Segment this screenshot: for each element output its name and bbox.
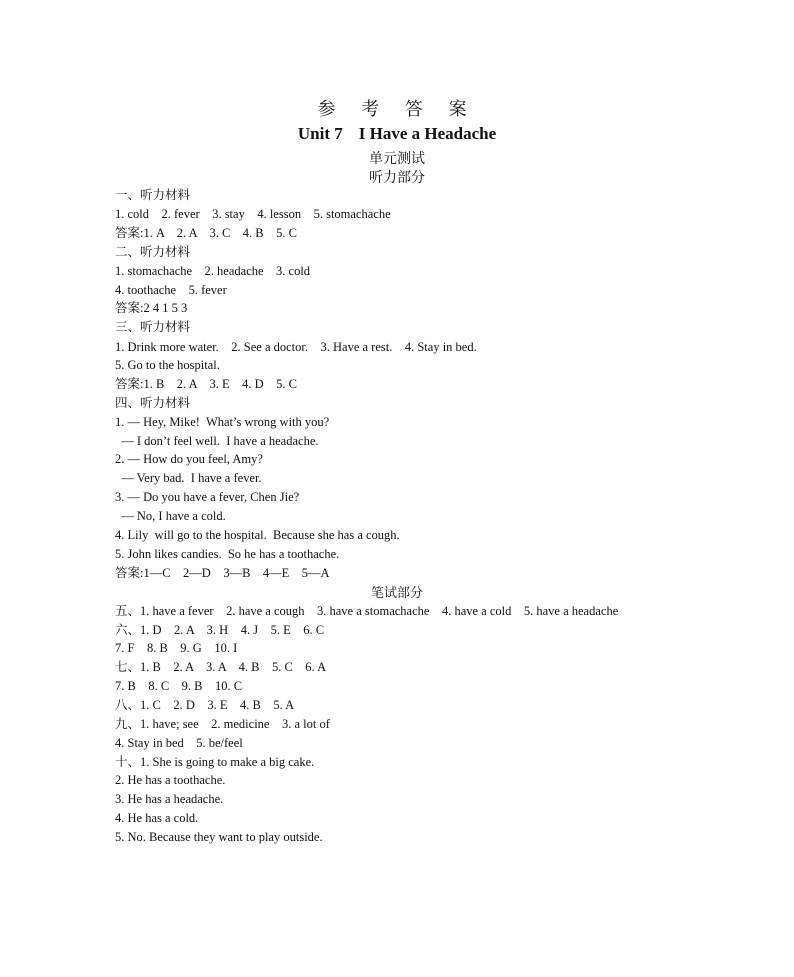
list-item: 六、1. D 2. A 3. H 4. J 5. E 6. C	[115, 623, 325, 637]
list-item: 三、听力材料	[115, 319, 191, 334]
list-item: 答案:1. B 2. A 3. E 4. D 5. C	[115, 377, 297, 391]
list-item: 1. cold 2. fever 3. stay 4. lesson 5. stomachache	[115, 207, 391, 221]
list-item: 5. No. Because they want to play outside.	[115, 830, 323, 844]
list-item: 3. He has a headache.	[115, 792, 224, 806]
list-item: — No, I have a cold.	[115, 509, 226, 523]
list-item: 7. F 8. B 9. G 10. I	[115, 641, 238, 655]
list-item: 4. He has a cold.	[115, 811, 199, 825]
unit-name: I Have a Headache	[358, 124, 497, 143]
list-item: 1. Drink more water. 2. See a doctor. 3. Have a rest. 4. Stay in bed.	[115, 340, 477, 354]
page-title: 参 考 答 案	[317, 99, 477, 120]
list-item: 答案:1—C 2—D 3—B 4—E 5—A	[115, 566, 330, 580]
list-item: 十、1. She is going to make a big cake.	[115, 755, 315, 769]
list-item: 5. Go to the hospital.	[115, 358, 220, 372]
list-item: — I don’t feel well. I have a headache.	[115, 434, 319, 448]
unit-heading	[0, 124, 794, 144]
list-item: 九、1. have; see 2. medicine 3. a lot of	[115, 717, 330, 731]
writing-part-title: 笔试部分	[370, 586, 423, 601]
list-item: 答案:1. A 2. A 3. C 4. B 5. C	[115, 226, 297, 240]
list-item: 4. Lily will go to the hospital. Because she has a cough.	[115, 528, 400, 542]
list-item: 5. John likes candies. So he has a toothache.	[115, 547, 340, 561]
list-item: 7. B 8. C 9. B 10. C	[115, 679, 243, 693]
list-item: — Very bad. I have a fever.	[115, 471, 262, 485]
list-item: 一、听力材料	[115, 187, 191, 202]
listening-part-title: 听力部分	[369, 170, 425, 186]
list-item: 答案:2 4 1 5 3	[115, 301, 188, 315]
list-item: 1. stomachache 2. headache 3. cold	[115, 264, 311, 278]
list-item: 2. He has a toothache.	[115, 773, 226, 787]
list-item: 2. — How do you feel, Amy?	[115, 452, 263, 466]
list-item: 4. Stay in bed 5. be/feel	[115, 736, 243, 750]
unit-number: Unit 7	[297, 124, 343, 143]
list-item: 1. — Hey, Mike! What’s wrong with you?	[115, 415, 330, 429]
list-item: 二、听力材料	[115, 244, 191, 259]
list-item: 五、1. have a fever 2. have a cough 3. have a stomachache 4. have a cold 5. have a headache	[115, 604, 619, 618]
list-item: 3. — Do you have a fever, Chen Jie?	[115, 490, 300, 504]
list-item: 4. toothache 5. fever	[115, 283, 227, 297]
list-item: 八、1. C 2. D 3. E 4. B 5. A	[115, 698, 295, 712]
section-title: 单元测试	[369, 151, 425, 167]
list-item: 四、听力材料	[115, 395, 191, 410]
list-item: 七、1. B 2. A 3. A 4. B 5. C 6. A	[115, 660, 327, 674]
